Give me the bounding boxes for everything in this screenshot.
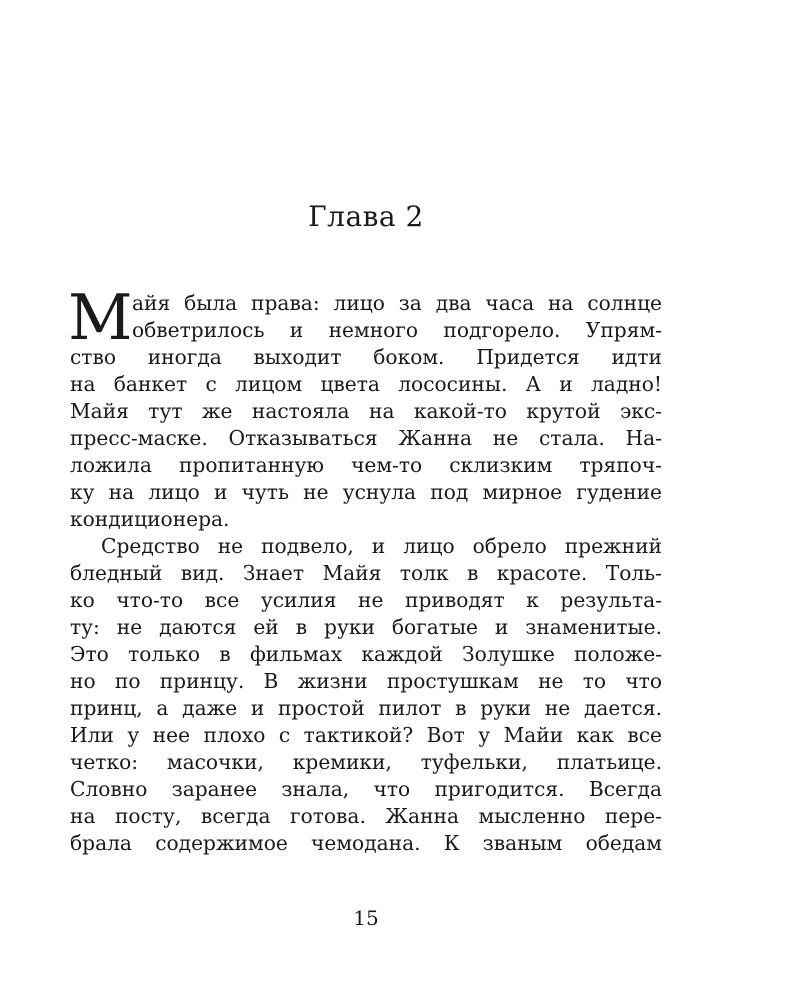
text-line: но по принцу. В жизни простушкам не то что bbox=[70, 669, 662, 693]
text-line: бледный вид. Знает Майя толк в красоте. Толь- bbox=[70, 561, 662, 585]
text-line: ство иногда выходит боком. Придется идти bbox=[70, 345, 662, 369]
text-line: на посту, всегда готова. Жанна мысленно пере- bbox=[70, 804, 662, 828]
text-line bbox=[70, 317, 662, 344]
page-number: 15 bbox=[353, 906, 379, 930]
text-line: ложила пропитанную чем-то склизким тряпоч- bbox=[70, 453, 662, 477]
drop-cap: М bbox=[68, 281, 133, 354]
text-line: четко: масочки, кремики, туфельки, платьице. bbox=[70, 750, 662, 774]
text-line: пресс-маске. Отказываться Жанна не стала. На- bbox=[70, 426, 662, 450]
text-line: кондиционера. bbox=[70, 507, 230, 531]
text-line: Майя тут же настояла на какой-то крутой экс- bbox=[70, 399, 662, 423]
text-line: Или у нее плохо с тактикой? Вот у Майи как все bbox=[70, 723, 662, 747]
text-line: ку на лицо и чуть не уснула под мирное гудение bbox=[70, 480, 662, 504]
text-line: Это только в фильмах каждой Золушке положе- bbox=[70, 642, 662, 666]
text-line: ко что-то все усилия не приводят к результа- bbox=[70, 588, 662, 612]
text-line: ту: не даются ей в руки богатые и знаменитые. bbox=[70, 615, 662, 639]
text-line-content: айя была права: лицо за два часа на солнце bbox=[132, 291, 662, 315]
text-line: Словно заранее знала, что пригодится. Всегда bbox=[70, 777, 662, 801]
text-line: на банкет с лицом цвета лососины. А и ладно! bbox=[70, 372, 662, 396]
body-text bbox=[68, 281, 662, 857]
text-line: брала содержимое чемодана. К званым обедам bbox=[70, 831, 662, 855]
chapter-title: Глава 2 bbox=[308, 200, 424, 233]
text-line-content: обветрилось и немного подгорело. Упрям- bbox=[132, 318, 662, 342]
text-line: принц, а даже и простой пилот в руки не дается. bbox=[70, 696, 662, 720]
text-line bbox=[70, 533, 662, 560]
paragraph-indent-line: Средство не подвело, и лицо обрело прежний bbox=[101, 534, 662, 558]
